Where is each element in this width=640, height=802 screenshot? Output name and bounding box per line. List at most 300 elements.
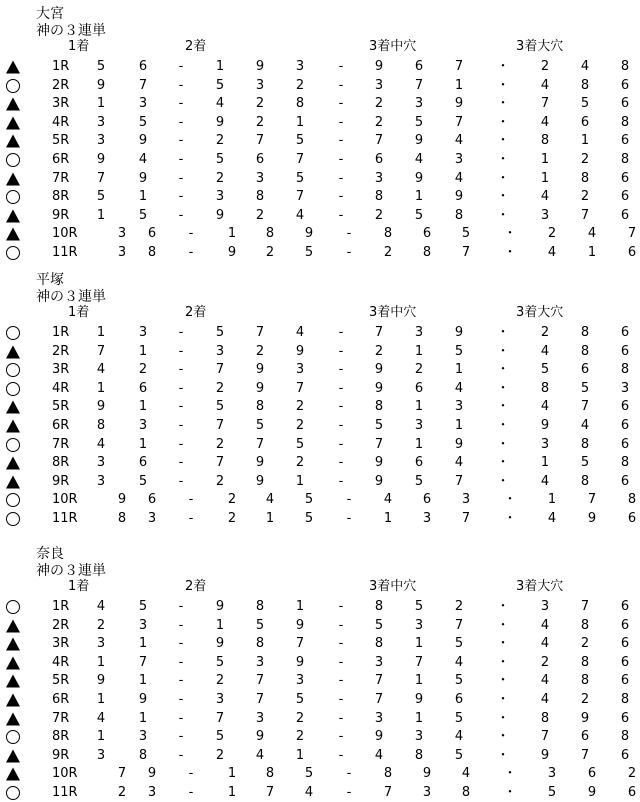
first-place-number: 9	[147, 766, 157, 782]
second-place-number: 7	[255, 325, 265, 340]
second-place-number: 1	[227, 766, 237, 782]
second-place-number: 7	[215, 418, 225, 433]
separator: -	[338, 207, 344, 223]
third-big-number: 7	[580, 207, 590, 223]
second-place-number: 7	[295, 636, 305, 652]
race-number: 4R	[52, 114, 70, 130]
third-mid-number: 2	[374, 207, 384, 223]
third-mid-number: 9	[374, 455, 384, 471]
third-mid-number: 4	[454, 654, 464, 670]
race-number: 8R	[52, 729, 70, 745]
second-place-number: 5	[295, 692, 305, 707]
separator: -	[338, 343, 344, 359]
first-place-number: 3	[96, 747, 106, 763]
second-place-number: 4	[295, 325, 305, 340]
second-place-number: 2	[255, 343, 265, 359]
third-mid-number: 3	[461, 492, 471, 508]
third-mid-number: 9	[414, 133, 424, 149]
third-big-number: 6	[620, 207, 630, 223]
race-number: 3R	[52, 362, 70, 378]
second-place-number: 1	[215, 617, 225, 633]
race-number: 11R	[52, 245, 78, 260]
third-mid-number: 3	[414, 729, 424, 745]
third-mid-number: 5	[414, 473, 424, 489]
separator: -	[178, 114, 184, 130]
second-place-number: 8	[265, 226, 275, 242]
first-place-number: 5	[138, 114, 148, 130]
first-place-number: 7	[96, 343, 106, 359]
first-place-number: 1	[96, 692, 106, 707]
first-place-number: 3	[117, 245, 127, 260]
third-mid-number: 2	[414, 362, 424, 378]
second-place-number: 2	[215, 473, 225, 489]
second-place-number: 7	[295, 189, 305, 205]
second-place-number: 3	[295, 59, 305, 74]
first-place-number: 4	[96, 710, 106, 726]
race-row	[0, 710, 640, 728]
race-row	[0, 244, 640, 262]
race-row	[0, 598, 640, 616]
third-big-number: 8	[540, 710, 550, 726]
second-place-number: 2	[265, 245, 275, 260]
separator: -	[178, 599, 184, 614]
race-row	[0, 417, 640, 435]
first-place-number: 9	[138, 170, 148, 186]
separator: -	[188, 245, 194, 260]
dot-separator: ・	[496, 207, 510, 223]
separator: -	[338, 77, 344, 93]
triangle-mark-icon	[5, 692, 21, 708]
third-mid-number: 7	[414, 77, 424, 93]
race-number: 1R	[52, 325, 70, 340]
third-mid-number: 8	[383, 766, 393, 782]
dot-separator: ・	[496, 189, 510, 205]
third-big-number: 1	[587, 245, 597, 260]
section-subtitle: 神の３連単	[36, 289, 106, 305]
second-place-number: 2	[215, 133, 225, 149]
first-place-number: 1	[138, 343, 148, 359]
circle-mark-icon	[5, 325, 21, 341]
third-big-number: 4	[540, 114, 550, 130]
third-mid-number: 3	[414, 325, 424, 340]
third-mid-number: 9	[454, 189, 464, 205]
circle-mark-icon	[5, 189, 21, 205]
first-place-number: 5	[138, 473, 148, 489]
third-big-number: 8	[580, 673, 590, 689]
first-place-number: 3	[138, 418, 148, 433]
second-place-number: 4	[265, 492, 275, 508]
separator: -	[338, 673, 344, 689]
third-big-number: 2	[627, 766, 637, 782]
triangle-mark-icon	[5, 133, 21, 149]
third-big-number: 8	[580, 617, 590, 633]
dot-separator: ・	[496, 636, 510, 652]
third-mid-number: 4	[414, 152, 424, 167]
separator: -	[338, 362, 344, 378]
third-big-number: 6	[627, 245, 637, 260]
dot-separator: ・	[496, 692, 510, 707]
third-mid-number: 1	[414, 343, 424, 359]
separator: -	[178, 473, 184, 489]
third-mid-number: 2	[374, 96, 384, 112]
third-big-number: 6	[620, 399, 630, 415]
third-mid-number: 9	[374, 729, 384, 745]
third-mid-number: 8	[374, 599, 384, 614]
section-subtitle: 神の３連単	[36, 563, 106, 579]
second-place-number: 1	[295, 599, 305, 614]
second-place-number: 4	[215, 96, 225, 112]
second-place-number: 7	[295, 152, 305, 167]
third-big-number: 4	[580, 59, 590, 74]
second-place-number: 5	[295, 170, 305, 186]
third-big-number: 7	[540, 96, 550, 112]
third-big-number: 8	[580, 654, 590, 670]
race-row	[0, 170, 640, 188]
triangle-mark-icon	[5, 344, 21, 360]
triangle-mark-icon	[5, 208, 21, 224]
third-big-number: 6	[627, 511, 637, 526]
separator: -	[178, 59, 184, 74]
first-place-number: 2	[96, 617, 106, 633]
dot-separator: ・	[496, 673, 510, 689]
race-number: 5R	[52, 399, 70, 415]
separator: -	[178, 380, 184, 396]
first-place-number: 1	[138, 673, 148, 689]
header-third-big: 3着大穴	[516, 39, 564, 54]
third-big-number: 9	[540, 418, 550, 433]
second-place-number: 2	[215, 380, 225, 396]
race-number: 4R	[52, 380, 70, 396]
third-big-number: 6	[587, 766, 597, 782]
race-number: 3R	[52, 96, 70, 112]
third-mid-number: 5	[454, 710, 464, 726]
third-big-number: 6	[620, 189, 630, 205]
dot-separator: ・	[503, 785, 517, 800]
third-big-number: 8	[580, 325, 590, 340]
third-big-number: 6	[580, 114, 590, 130]
separator: -	[178, 455, 184, 471]
separator: -	[346, 785, 352, 800]
third-big-number: 4	[540, 399, 550, 415]
separator: -	[188, 766, 194, 782]
second-place-number: 9	[215, 207, 225, 223]
third-big-number: 6	[620, 170, 630, 186]
second-place-number: 5	[215, 729, 225, 745]
race-number: 6R	[52, 692, 70, 707]
triangle-mark-icon	[5, 748, 21, 764]
second-place-number: 7	[215, 455, 225, 471]
separator: -	[178, 673, 184, 689]
triangle-mark-icon	[5, 474, 21, 490]
section-subtitle: 神の３連単	[36, 23, 106, 39]
separator: -	[188, 492, 194, 508]
first-place-number: 7	[138, 654, 148, 670]
dot-separator: ・	[503, 766, 517, 782]
header-second: 2着	[185, 39, 207, 54]
dot-separator: ・	[503, 245, 517, 260]
separator: -	[178, 77, 184, 93]
triangle-mark-icon	[5, 455, 21, 471]
third-mid-number: 3	[374, 654, 384, 670]
first-place-number: 2	[138, 362, 148, 378]
third-big-number: 4	[580, 418, 590, 433]
triangle-mark-icon	[5, 711, 21, 727]
third-mid-number: 4	[383, 492, 393, 508]
third-big-number: 4	[540, 673, 550, 689]
third-big-number: 2	[540, 325, 550, 340]
separator: -	[178, 189, 184, 205]
third-big-number: 8	[620, 692, 630, 707]
venue-name: 奈良	[36, 546, 64, 562]
dot-separator: ・	[496, 77, 510, 93]
race-number: 4R	[52, 654, 70, 670]
dot-separator: ・	[503, 511, 517, 526]
second-place-number: 8	[295, 96, 305, 112]
third-big-number: 4	[540, 343, 550, 359]
third-big-number: 6	[620, 636, 630, 652]
first-place-number: 3	[96, 473, 106, 489]
third-big-number: 8	[620, 59, 630, 74]
third-big-number: 8	[620, 114, 630, 130]
separator: -	[338, 692, 344, 707]
third-mid-number: 1	[383, 511, 393, 526]
third-mid-number: 3	[374, 170, 384, 186]
third-big-number: 4	[547, 245, 557, 260]
race-row	[0, 361, 640, 379]
third-big-number: 4	[540, 189, 550, 205]
separator: -	[178, 636, 184, 652]
third-big-number: 3	[540, 207, 550, 223]
third-mid-number: 3	[374, 710, 384, 726]
dot-separator: ・	[496, 436, 510, 452]
first-place-number: 3	[138, 729, 148, 745]
race-row	[0, 510, 640, 528]
third-mid-number: 3	[422, 785, 432, 800]
dot-separator: ・	[496, 133, 510, 149]
race-row	[0, 454, 640, 472]
third-big-number: 6	[620, 96, 630, 112]
second-place-number: 2	[215, 747, 225, 763]
third-mid-number: 4	[461, 766, 471, 782]
separator: -	[178, 729, 184, 745]
circle-mark-icon	[5, 362, 21, 378]
third-mid-number: 5	[414, 207, 424, 223]
third-mid-number: 5	[414, 114, 424, 130]
third-mid-number: 5	[374, 617, 384, 633]
first-place-number: 6	[138, 380, 148, 396]
second-place-number: 8	[255, 189, 265, 205]
third-mid-number: 7	[454, 617, 464, 633]
separator: -	[178, 343, 184, 359]
first-place-number: 5	[138, 599, 148, 614]
first-place-number: 9	[96, 399, 106, 415]
third-big-number: 2	[540, 654, 550, 670]
third-big-number: 6	[620, 654, 630, 670]
second-place-number: 5	[304, 766, 314, 782]
third-big-number: 3	[540, 436, 550, 452]
separator: -	[338, 325, 344, 340]
separator: -	[338, 636, 344, 652]
second-place-number: 7	[255, 436, 265, 452]
third-mid-number: 9	[374, 59, 384, 74]
second-place-number: 7	[265, 785, 275, 800]
first-place-number: 9	[96, 673, 106, 689]
race-row	[0, 324, 640, 342]
third-big-number: 7	[587, 492, 597, 508]
third-big-number: 8	[620, 362, 630, 378]
race-number: 2R	[52, 343, 70, 359]
first-place-number: 3	[147, 511, 157, 526]
dot-separator: ・	[496, 418, 510, 433]
race-number: 3R	[52, 636, 70, 652]
race-number: 9R	[52, 473, 70, 489]
second-place-number: 3	[295, 673, 305, 689]
third-big-number: 8	[580, 343, 590, 359]
second-place-number: 2	[295, 455, 305, 471]
second-place-number: 3	[295, 362, 305, 378]
third-big-number: 7	[580, 599, 590, 614]
third-big-number: 9	[587, 785, 597, 800]
third-mid-number: 8	[461, 785, 471, 800]
second-place-number: 3	[215, 343, 225, 359]
race-row	[0, 95, 640, 113]
third-mid-number: 1	[414, 399, 424, 415]
first-place-number: 9	[96, 152, 106, 167]
separator: -	[178, 436, 184, 452]
third-big-number: 2	[580, 636, 590, 652]
third-mid-number: 3	[454, 152, 464, 167]
dot-separator: ・	[496, 654, 510, 670]
triangle-mark-icon	[5, 655, 21, 671]
first-place-number: 3	[138, 96, 148, 112]
race-number: 9R	[52, 207, 70, 223]
third-mid-number: 4	[374, 747, 384, 763]
race-number: 10R	[52, 492, 78, 508]
second-place-number: 9	[304, 226, 314, 242]
first-place-number: 1	[96, 729, 106, 745]
third-mid-number: 7	[414, 654, 424, 670]
dot-separator: ・	[496, 325, 510, 340]
race-number: 2R	[52, 617, 70, 633]
first-place-number: 6	[147, 492, 157, 508]
second-place-number: 2	[227, 511, 237, 526]
third-big-number: 7	[580, 399, 590, 415]
triangle-mark-icon	[5, 399, 21, 415]
third-big-number: 3	[547, 766, 557, 782]
third-mid-number: 3	[454, 399, 464, 415]
second-place-number: 2	[295, 710, 305, 726]
dot-separator: ・	[496, 114, 510, 130]
race-number: 6R	[52, 152, 70, 167]
third-mid-number: 7	[461, 511, 471, 526]
separator: -	[338, 617, 344, 633]
third-mid-number: 7	[374, 325, 384, 340]
triangle-mark-icon	[5, 636, 21, 652]
race-number: 8R	[52, 189, 70, 205]
third-big-number: 6	[627, 785, 637, 800]
separator: -	[178, 747, 184, 763]
second-place-number: 9	[295, 654, 305, 670]
third-big-number: 8	[540, 380, 550, 396]
third-big-number: 8	[580, 473, 590, 489]
third-big-number: 8	[620, 729, 630, 745]
third-mid-number: 5	[454, 747, 464, 763]
third-mid-number: 9	[374, 380, 384, 396]
third-mid-number: 5	[454, 673, 464, 689]
header-third-mid: 3着中穴	[369, 579, 417, 594]
first-place-number: 3	[96, 636, 106, 652]
third-big-number: 7	[540, 729, 550, 745]
race-row	[0, 691, 640, 709]
triangle-mark-icon	[5, 96, 21, 112]
race-row	[0, 617, 640, 635]
separator: -	[346, 766, 352, 782]
second-place-number: 9	[255, 362, 265, 378]
third-mid-number: 6	[414, 380, 424, 396]
third-big-number: 6	[620, 747, 630, 763]
race-number: 10R	[52, 226, 78, 242]
second-place-number: 2	[295, 418, 305, 433]
second-place-number: 5	[255, 617, 265, 633]
first-place-number: 1	[138, 710, 148, 726]
third-big-number: 5	[547, 785, 557, 800]
header-second: 2着	[185, 305, 207, 320]
separator: -	[188, 511, 194, 526]
dot-separator: ・	[496, 343, 510, 359]
race-row	[0, 151, 640, 169]
race-number: 11R	[52, 785, 78, 800]
dot-separator: ・	[496, 96, 510, 112]
third-big-number: 6	[620, 77, 630, 93]
third-mid-number: 7	[454, 114, 464, 130]
circle-mark-icon	[5, 437, 21, 453]
second-place-number: 5	[304, 492, 314, 508]
second-place-number: 3	[255, 654, 265, 670]
separator: -	[338, 114, 344, 130]
race-row	[0, 654, 640, 672]
third-mid-number: 3	[414, 96, 424, 112]
third-big-number: 7	[580, 747, 590, 763]
third-big-number: 7	[627, 226, 637, 242]
header-first: 1着	[68, 579, 90, 594]
third-big-number: 1	[547, 492, 557, 508]
third-mid-number: 6	[422, 492, 432, 508]
second-place-number: 1	[227, 226, 237, 242]
dot-separator: ・	[496, 473, 510, 489]
first-place-number: 4	[138, 152, 148, 167]
separator: -	[178, 692, 184, 707]
second-place-number: 2	[255, 207, 265, 223]
separator: -	[188, 226, 194, 242]
third-mid-number: 5	[454, 343, 464, 359]
dot-separator: ・	[496, 362, 510, 378]
separator: -	[338, 710, 344, 726]
circle-mark-icon	[5, 78, 21, 94]
triangle-mark-icon	[5, 115, 21, 131]
first-place-number: 6	[138, 59, 148, 74]
race-row	[0, 765, 640, 783]
separator: -	[338, 654, 344, 670]
dot-separator: ・	[496, 729, 510, 745]
second-place-number: 5	[215, 654, 225, 670]
second-place-number: 2	[255, 114, 265, 130]
third-big-number: 6	[620, 617, 630, 633]
second-place-number: 1	[215, 59, 225, 74]
second-place-number: 8	[255, 399, 265, 415]
second-place-number: 5	[304, 511, 314, 526]
first-place-number: 5	[138, 207, 148, 223]
race-row	[0, 207, 640, 225]
